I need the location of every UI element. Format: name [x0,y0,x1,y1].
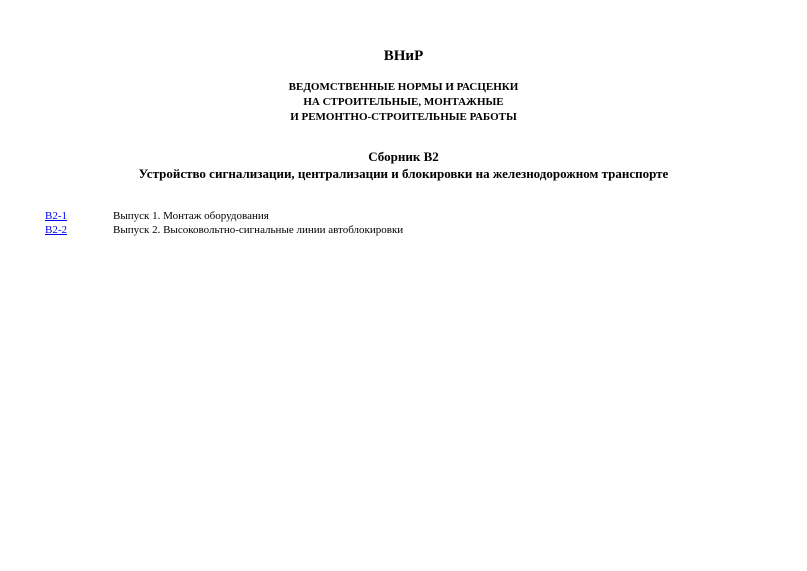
subtitle-line-1: ВЕДОМСТВЕННЫЕ НОРМЫ И РАСЦЕНКИ [288,81,519,93]
toc-link-v2-2[interactable]: В2-2 [45,224,67,236]
toc-item [45,209,765,223]
toc-item [45,223,765,237]
toc-description: Выпуск 1. Монтаж оборудования [113,210,269,222]
table-of-contents [45,209,765,237]
collection-label: Сборник В2 [368,149,439,164]
subtitle-line-2: НА СТРОИТЕЛЬНЫЕ, МОНТАЖНЫЕ [303,96,504,108]
document-subtitle [0,80,807,125]
toc-link-v2-1[interactable]: В2-1 [45,210,67,222]
toc-description: Выпуск 2. Высоковольтно-сигнальные линии автоблокировки [113,224,404,236]
collection-title: Устройство сигнализации, централизации и блокировки на железнодорожном транспорте [138,166,669,181]
subtitle-line-3: И РЕМОНТНО-СТРОИТЕЛЬНЫЕ РАБОТЫ [290,111,517,123]
document-title: ВНиР [383,48,424,64]
collection-heading [0,148,807,182]
